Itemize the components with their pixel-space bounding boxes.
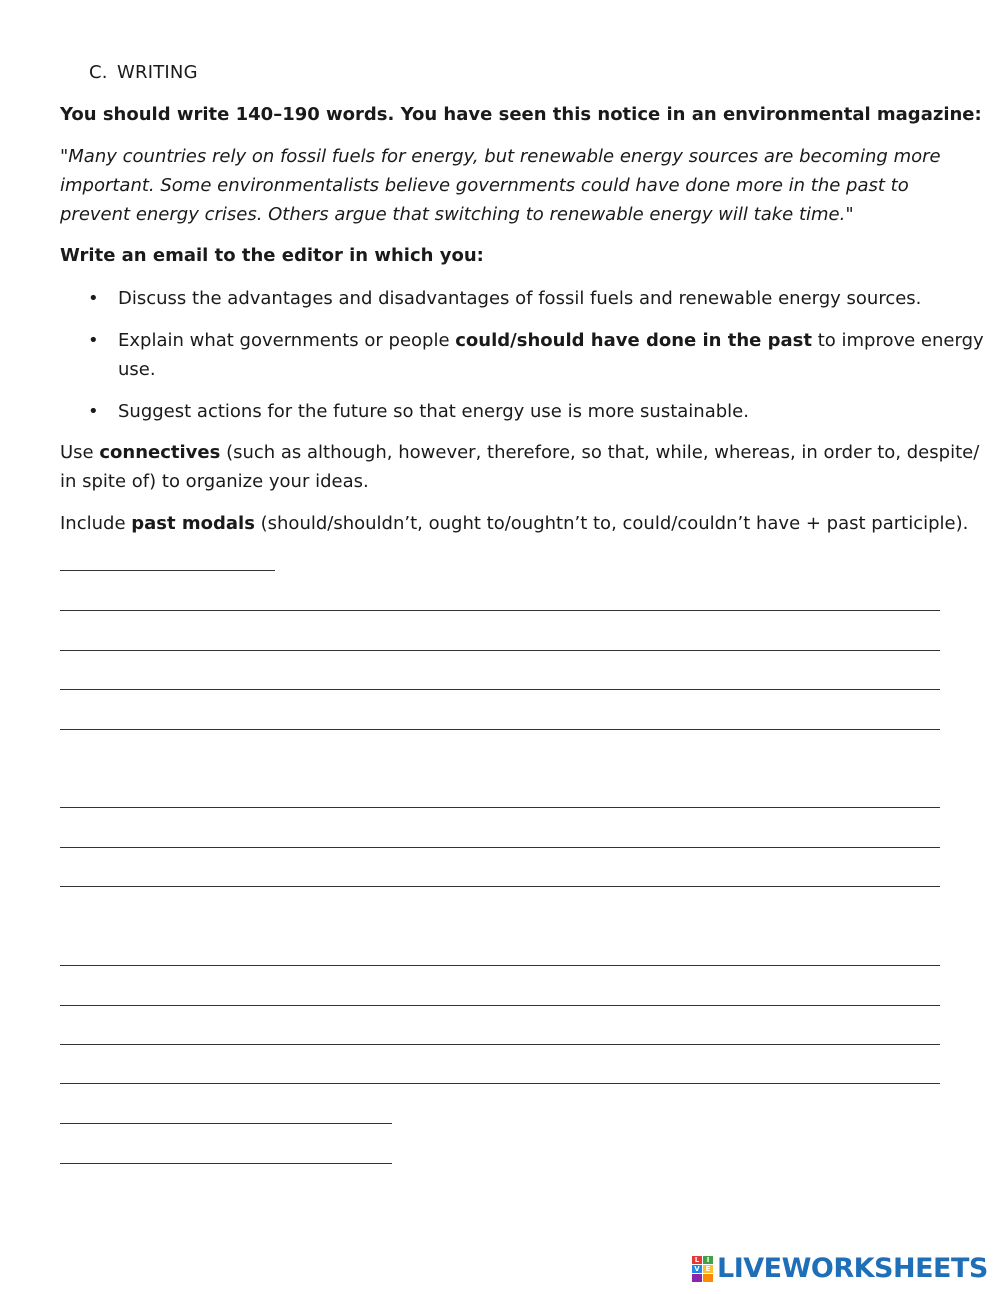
closing-answer-line[interactable] [60,1123,392,1124]
bullet-item: Discuss the advantages and disadvantages of fossil fuels and renewable energy sources. [118,288,922,309]
note-text: (should/shouldn’t, ought to/oughtn’t to, could/couldn’t have + past participle). [254,513,969,534]
connectives-note-continuation: in spite of) to organize your ideas. [60,471,369,492]
logo-text: LIVEWORKSHEETS [717,1252,988,1284]
answer-line[interactable] [60,610,940,611]
notice-line: prevent energy crises. Others argue that switching to renewable energy will take time." [60,204,854,225]
note-text: Use [60,442,100,463]
answer-line[interactable] [60,1005,940,1006]
note-text: Include [60,513,132,534]
logo-grid-cell: L [692,1256,702,1264]
bullet-text: to improve energy [811,330,984,351]
signature-answer-line[interactable] [60,1163,392,1164]
bullet-item [118,326,984,355]
answer-line[interactable] [60,1083,940,1084]
connectives-note [60,438,979,467]
logo-grid-cell [703,1274,713,1282]
liveworksheets-logo [692,1252,988,1284]
logo-grid-cell [692,1274,702,1282]
section-letter: C. [89,62,108,83]
section-heading [89,58,198,87]
note-bold-text: connectives [99,442,221,463]
notice-line: important. Some environmentalists believe governments could have done more in the past to [60,175,909,196]
logo-grid-cell: I [703,1256,713,1264]
logo-grid-icon [692,1254,714,1282]
answer-line[interactable] [60,1044,940,1045]
answer-line[interactable] [60,689,940,690]
answer-line[interactable] [60,807,940,808]
bullet-text: Explain what governments or people [118,330,456,351]
modals-note [60,509,968,538]
bullet-dot: • [88,288,99,309]
answer-line[interactable] [60,965,940,966]
answer-line[interactable] [60,650,940,651]
task-heading: Write an email to the editor in which you: [60,245,484,266]
note-text: (such as although, however, therefore, so that, while, whereas, in order to, despite/ [220,442,980,463]
answer-line[interactable] [60,886,940,887]
section-title: WRITING [117,62,198,83]
answer-line[interactable] [60,847,940,848]
bullet-bold-text: could/should have done in the past [455,330,812,351]
logo-grid-cell: E [703,1265,713,1273]
notice-line: "Many countries rely on fossil fuels for energy, but renewable energy sources are becoming more [60,146,941,167]
bullet-dot: • [88,330,99,351]
bullet-item-continuation: use. [118,359,156,380]
bullet-dot: • [88,401,99,422]
greeting-answer-line[interactable] [60,570,275,571]
answer-line[interactable] [60,729,940,730]
bullet-item: Suggest actions for the future so that energy use is more sustainable. [118,401,749,422]
logo-grid-cell: V [692,1265,702,1273]
instruction-text: You should write 140–190 words. You have seen this notice in an environmental magazine: [60,104,982,125]
note-bold-text: past modals [131,513,255,534]
